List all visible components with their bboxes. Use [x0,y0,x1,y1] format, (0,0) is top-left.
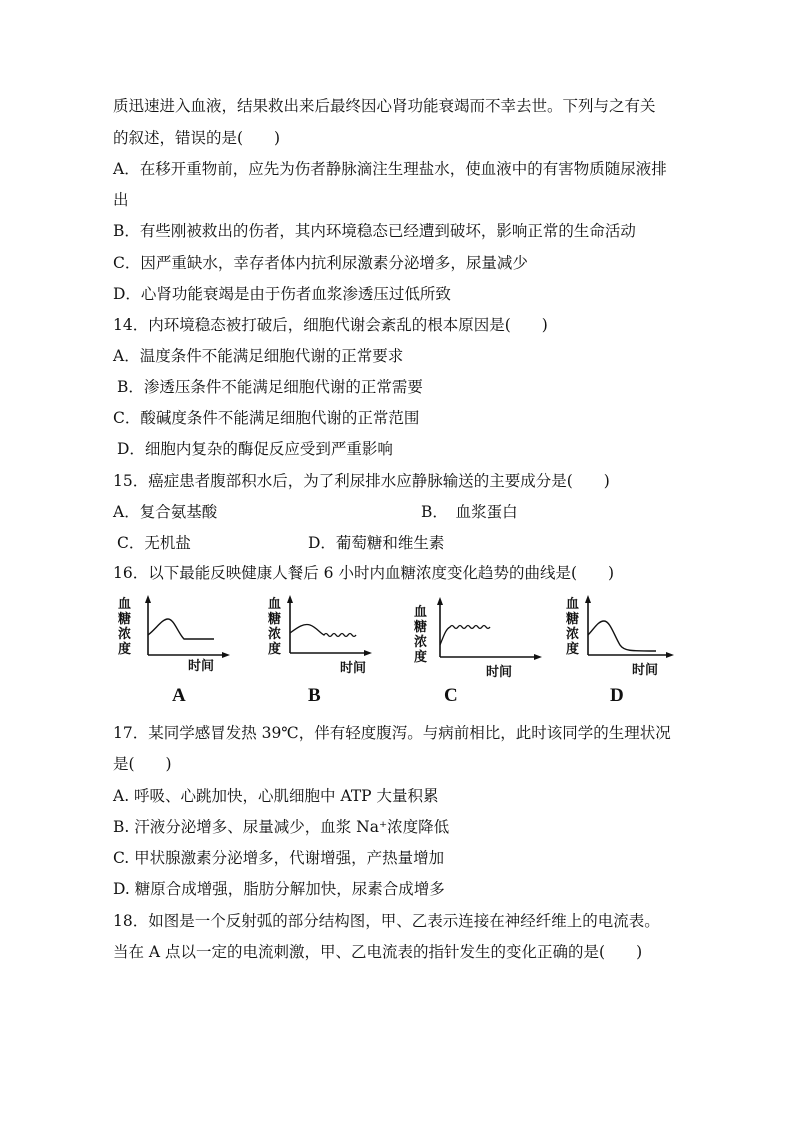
q14-option-c: C．酸碱度条件不能满足细胞代谢的正常范围 [113,409,420,427]
q14-stem: 14．内环境稳态被打破后，细胞代谢会紊乱的根本原因是( ) [113,316,548,334]
q15-option-row1 [113,502,518,522]
graph-b-xlabel: 时间 [340,661,367,676]
q17-stem-line1: 17．某同学感冒发热 39℃，伴有轻度腹泻。与病前相比，此时该同学的生理状况 [113,724,671,742]
graph-b-letter: B [308,685,321,706]
graph-b [268,595,378,710]
graph-c [414,595,524,710]
q13-option-c: C．因严重缺水，幸存者体内抗利尿激素分泌增多，尿量减少 [113,254,528,272]
q13-option-a-line2: 出 [113,191,129,209]
q14-option-b: B．渗透压条件不能满足细胞代谢的正常需要 [117,378,423,396]
q15-option-row2 [117,533,445,553]
q18-stem-line1: 18．如图是一个反射弧的部分结构图，甲、乙表示连接在神经纤维上的电流表。 [113,912,660,930]
q17-option-c: C. 甲状腺激素分泌增多，代谢增强，产热量增加 [113,849,445,867]
q16-stem: 16．以下最能反映健康人餐后 6 小时内血糖浓度变化趋势的曲线是( ) [113,564,615,582]
q15-option-a: A．复合氨基酸 [113,503,218,521]
q14-option-d: D．细胞内复杂的酶促反应受到严重影响 [117,440,393,458]
q17-option-d: D. 糖原合成增强，脂肪分解加快，尿素合成增多 [113,880,445,898]
graph-a-curve [148,619,214,639]
graph-c-ylabel: 血糖浓度 [414,605,428,665]
q15-option-d: D．葡萄糖和维生素 [308,534,445,552]
q17-option-a: A. 呼吸、心跳加快，心肌细胞中 ATP 大量积累 [113,787,439,805]
q13-stem-line1: 质迅速进入血液，结果救出来后最终因心肾功能衰竭而不幸去世。下列与之有关 [113,97,656,115]
graph-d [566,595,676,710]
graph-d-letter: D [610,685,624,706]
graph-a-letter: A [172,685,186,706]
q15-stem: 15．癌症患者腹部积水后，为了利尿排水应静脉输送的主要成分是( ) [113,472,610,490]
graph-c-plot [414,595,544,675]
q17-stem-line2: 是( ) [113,755,172,773]
graph-c-xlabel: 时间 [486,665,513,680]
q15-option-c: C．无机盐 [117,534,191,552]
graph-b-curve [290,624,356,636]
graph-d-ylabel: 血糖浓度 [566,597,580,657]
q16-graphs [118,595,678,710]
graph-c-letter: C [444,685,458,706]
q13-option-b: B．有些刚被救出的伤者，其内环境稳态已经遭到破坏，影响正常的生命活动 [113,222,636,240]
graph-d-curve [588,621,656,651]
graph-a-ylabel: 血糖浓度 [118,597,132,657]
graph-b-ylabel: 血糖浓度 [268,597,282,657]
graph-c-curve [440,626,490,646]
q15-option-b: B． 血浆蛋白 [421,503,518,521]
q18-stem-line2: 当在 A 点以一定的电流刺激，甲、乙电流表的指针发生的变化正确的是( ) [113,943,643,961]
graph-a-xlabel: 时间 [188,659,215,674]
q13-option-d: D．心肾功能衰竭是由于伤者血浆渗透压过低所致 [113,285,451,303]
q14-option-a: A．温度条件不能满足细胞代谢的正常要求 [113,347,404,365]
q13-option-a-line1: A．在移开重物前，应先为伤者静脉滴注生理盐水，使血液中的有害物质随尿液排 [113,160,667,178]
graph-d-xlabel: 时间 [632,663,659,678]
q17-option-b: B. 汗液分泌增多、尿量减少，血浆 Na⁺浓度降低 [113,818,450,836]
q13-stem-line2: 的叙述，错误的是( ) [113,129,281,147]
graph-a [118,595,228,710]
graph-d-plot [566,595,681,675]
